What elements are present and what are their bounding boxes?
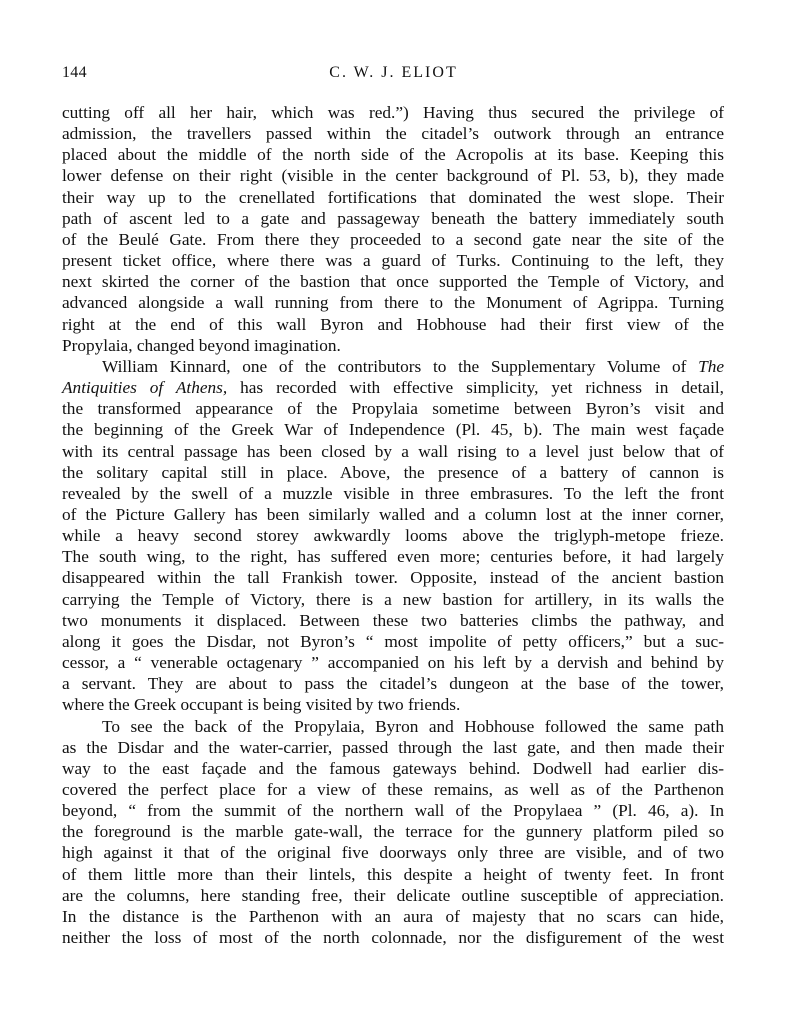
text-line: the foreground is the marble gate-wall, the terrace for the gunnery platform piled so [62, 822, 724, 842]
text-line: the solitary capital still in place. Above, the presence of a battery of cannon is [62, 462, 724, 482]
text-line: The south wing, to the right, has suffered even more; centuries before, it had largely [62, 547, 724, 567]
text-line: revealed by the swell of a muzzle visible in three embrasures. To the left the front [62, 483, 724, 503]
paragraph [62, 356, 724, 716]
italic-title: The [698, 356, 724, 376]
text-line [62, 356, 724, 377]
italic-title: Antiquities of Athens, [62, 378, 228, 398]
text-line: lower defense on their right (visible in the center background of Pl. 53, b), they made [62, 166, 724, 186]
text-line: next skirted the corner of the bastion that once supported the Temple of Victory, and [62, 272, 724, 292]
text-line: where the Greek occupant is being visited by two friends. [62, 695, 461, 715]
text-line [62, 377, 724, 398]
text-line: while a heavy second storey awkwardly looms above the triglyph-metope frieze. [62, 526, 724, 546]
text-line: To see the back of the Propylaia, Byron and Hobhouse followed the same path [102, 716, 724, 736]
text-line: two monuments it displaced. Between these two batteries climbs the pathway, and [62, 610, 724, 630]
text-line: along it goes the Disdar, not Byron’s “ most impolite of petty officers,” but a suc- [62, 631, 724, 651]
text-line: of them little more than their lintels, this despite a height of twenty feet. In front [62, 864, 724, 884]
text-line: Propylaia, changed beyond imagination. [62, 335, 341, 355]
running-head: C. W. J. ELIOT [329, 64, 458, 81]
text-run: has recorded with effective simplicity, yet richness in detail, [227, 378, 724, 398]
page-number: 144 [62, 64, 87, 81]
text-run: William Kinnard, one of the contributors to the Supplementary Volume of [102, 356, 699, 376]
body-text [62, 102, 724, 948]
text-line: neither the loss of most of the north colonnade, nor the disfigurement of the west [62, 928, 724, 948]
page-header [62, 64, 725, 86]
text-line: their way up to the crenellated fortifications that dominated the west slope. Their [62, 187, 724, 207]
text-line: as the Disdar and the water-carrier, passed through the last gate, and then made their [62, 737, 724, 757]
text-line: In the distance is the Parthenon with an aura of majesty that no scars can hide, [62, 906, 724, 926]
text-line: the beginning of the Greek War of Independence (Pl. 45, b). The main west façade [62, 420, 724, 440]
text-line: beyond, “ from the summit of the northern wall of the Propylaea ” (Pl. 46, a). In [62, 801, 724, 821]
text-line: placed about the middle of the north side of the Acropolis at its base. Keeping this [62, 145, 724, 165]
text-line: advanced alongside a wall running from there to the Monument of Agrippa. Turning [62, 293, 724, 313]
text-line: way to the east façade and the famous gateways behind. Dodwell had earlier dis- [62, 758, 724, 778]
text-line: with its central passage has been closed by a wall rising to a level just below that of [62, 441, 724, 461]
text-line: cessor, a “ venerable octagenary ” accompanied on his left by a dervish and behind by [62, 653, 724, 673]
paragraph [62, 716, 724, 949]
text-line: are the columns, here standing free, their delicate outline susceptible of appreciation. [62, 885, 724, 905]
text-line: of the Picture Gallery has been similarly walled and a column lost at the inner corner, [62, 504, 724, 524]
text-line: high against it that of the original five doorways only three are visible, and of two [62, 843, 724, 863]
text-line: path of ascent led to a gate and passageway beneath the battery immediately south [62, 208, 724, 228]
text-line: present ticket office, where there was a guard of Turks. Continuing to the left, they [62, 251, 724, 271]
text-line: cutting off all her hair, which was red.”) Having thus secured the privilege of [62, 103, 724, 122]
text-line: covered the perfect place for a view of these remains, as well as of the Parthenon [62, 780, 724, 799]
text-line: of the Beulé Gate. From there they proceeded to a second gate near the site of the [62, 229, 724, 249]
text-line: admission, the travellers passed within the citadel’s outwork through an entrance [62, 124, 724, 144]
text-line: a servant. They are about to pass the citadel’s dungeon at the base of the tower, [62, 674, 724, 694]
text-line: the transformed appearance of the Propylaia sometime between Byron’s visit and [62, 399, 724, 419]
text-line: disappeared within the tall Frankish tower. Opposite, instead of the ancient bastion [62, 568, 724, 588]
text-line: right at the end of this wall Byron and Hobhouse had their first view of the [62, 314, 724, 334]
paragraph [62, 102, 724, 356]
text-line: carrying the Temple of Victory, there is a new bastion for artillery, in its walls the [62, 589, 724, 609]
